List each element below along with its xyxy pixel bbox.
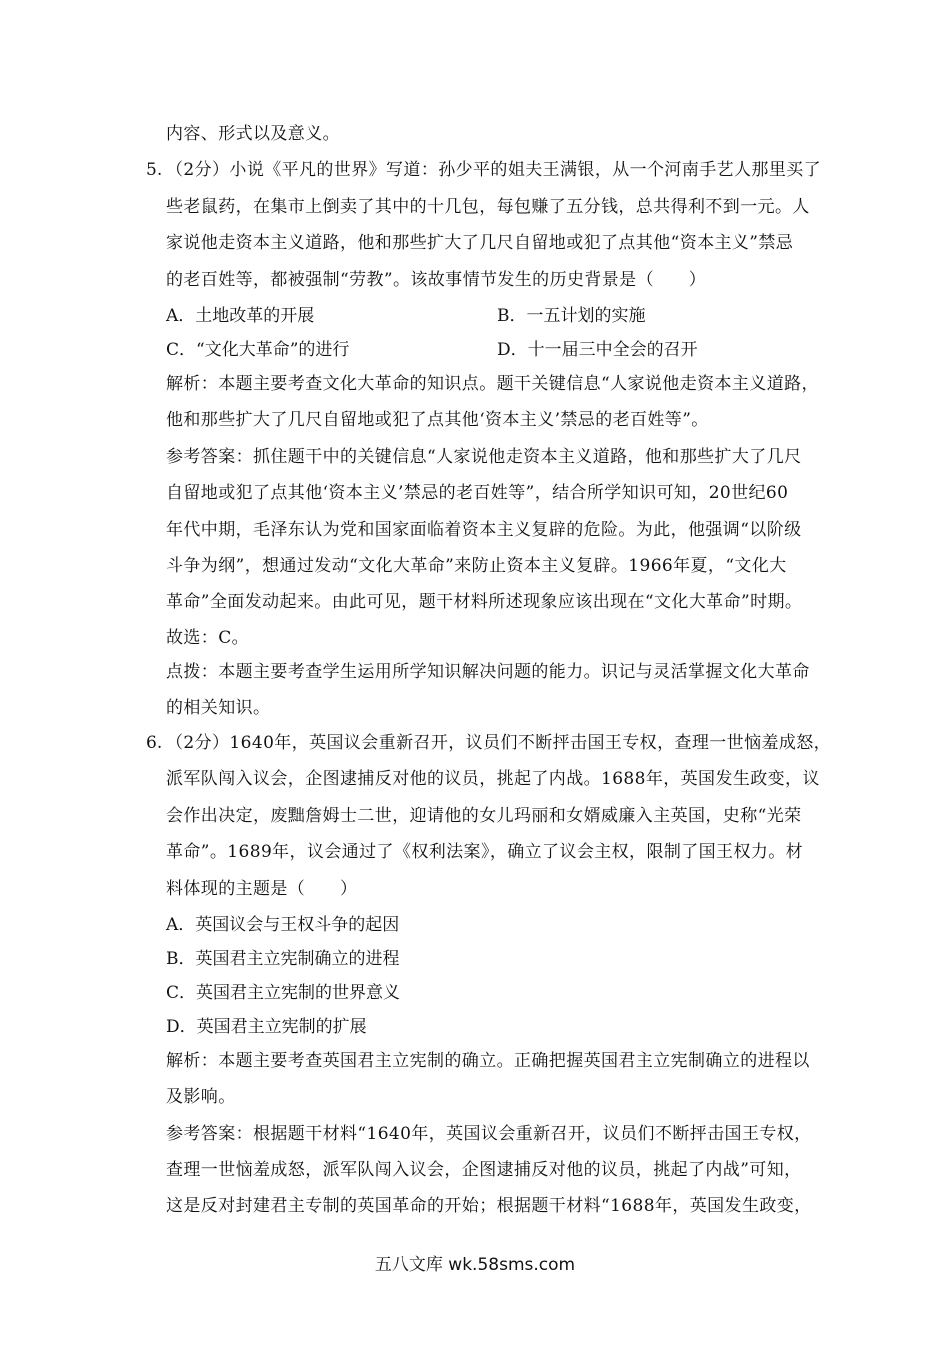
question-stem-line: 派军队闯入议会，企图逮捕反对他的议员，挑起了内战。1688年，英国发生政变，议 (166, 769, 820, 789)
option-b: B．一五计划的实施 (497, 306, 646, 326)
answer-line: 查理一世恼羞成怒，派军队闯入议会，企图逮捕反对他的议员，挑起了内战”可知， (166, 1160, 802, 1180)
question-stem-line: 革命”。1689年，议会通过了《权利法案》，确立了议会主权，限制了国王权力。材 (166, 842, 804, 862)
answer-line: 故选：C。 (166, 628, 250, 648)
analysis-line: 及影响。 (166, 1087, 236, 1107)
option-a: A．英国议会与王权斗争的起因 (166, 915, 400, 935)
answer-line: 斗争为纲”，想通过发动“文化大革命”来防止资本主义复辟。1966年夏，“文化大 (166, 556, 787, 576)
option-d: D．英国君主立宪制的扩展 (166, 1017, 367, 1037)
analysis-line: 他和那些扩大了几尺自留地或犯了点其他‘资本主义’禁忌的老百姓等”。 (166, 410, 709, 430)
option-c: C．英国君主立宪制的世界意义 (166, 983, 401, 1003)
analysis-line: 解析：本题主要考查文化大革命的知识点。题干关键信息“人家说他走资本主义道路， (166, 374, 819, 394)
question-stem-line: （2分）小说《平凡的世界》写道：孙少平的姐夫王满银，从一个河南手艺人那里买了 (166, 160, 822, 180)
question-stem-line: 的老百姓等，都被强制“劳教”。该故事情节发生的历史背景是（ ） (166, 270, 707, 290)
answer-line: 参考答案：根据题干材料“1640年，英国议会重新召开，议员们不断抨击国王专权， (166, 1124, 812, 1144)
answer-line: 这是反对封建君主专制的英国革命的开始；根据题干材料“1688年，英国发生政变， (166, 1196, 812, 1216)
question-stem-line: 些老鼠药，在集市上倒卖了其中的十几包，每包赚了五分钱，总共得利不到一元。人 (166, 197, 810, 217)
answer-line: 年代中期，毛泽东认为党和国家面临着资本主义复辟的危险。为此，他强调“以阶级 (166, 520, 802, 540)
answer-line: 参考答案：抓住题干中的关键信息“人家说他走资本主义道路，他和那些扩大了几尺 (166, 447, 802, 467)
tip-line: 点拨：本题主要考查学生运用所学知识解决问题的能力。识记与灵活掌握文化大革命 (166, 662, 810, 682)
question-stem-line: 家说他走资本主义道路，他和那些扩大了几尺自留地或犯了点其他“资本主义”禁忌 (166, 233, 794, 253)
option-c: C．“文化大革命”的进行 (166, 340, 350, 360)
question-number: 6. (146, 733, 163, 753)
answer-line: 革命”全面发动起来。由此可见，题干材料所述现象应该出现在“文化大革命”时期。 (166, 592, 803, 612)
option-b: B．英国君主立宪制确立的进程 (166, 949, 400, 969)
analysis-line: 解析：本题主要考查英国君主立宪制的确立。正确把握英国君主立宪制确立的进程以 (166, 1051, 810, 1071)
question-stem-line: （2分）1640年，英国议会重新召开，议员们不断抨击国王专权，查理一世恼羞成怒， (166, 733, 832, 753)
question-stem-line: 会作出决定，废黜詹姆士二世，迎请他的女儿玛丽和女婿威廉入主英国，史称“光荣 (166, 806, 802, 826)
intro-tail: 内容、形式以及意义。 (166, 124, 340, 144)
question-number: 5. (146, 160, 163, 180)
question-stem-line: 料体现的主题是（ ） (166, 879, 358, 899)
option-a: A．土地改革的开展 (166, 306, 315, 326)
answer-line: 自留地或犯了点其他‘资本主义’禁忌的老百姓等”，结合所学知识可知，20世纪60 (166, 483, 789, 503)
tip-line: 的相关知识。 (166, 698, 271, 718)
option-d: D．十一届三中全会的召开 (497, 340, 698, 360)
footer-watermark: 五八文库 wk.58sms.com (374, 1255, 576, 1275)
